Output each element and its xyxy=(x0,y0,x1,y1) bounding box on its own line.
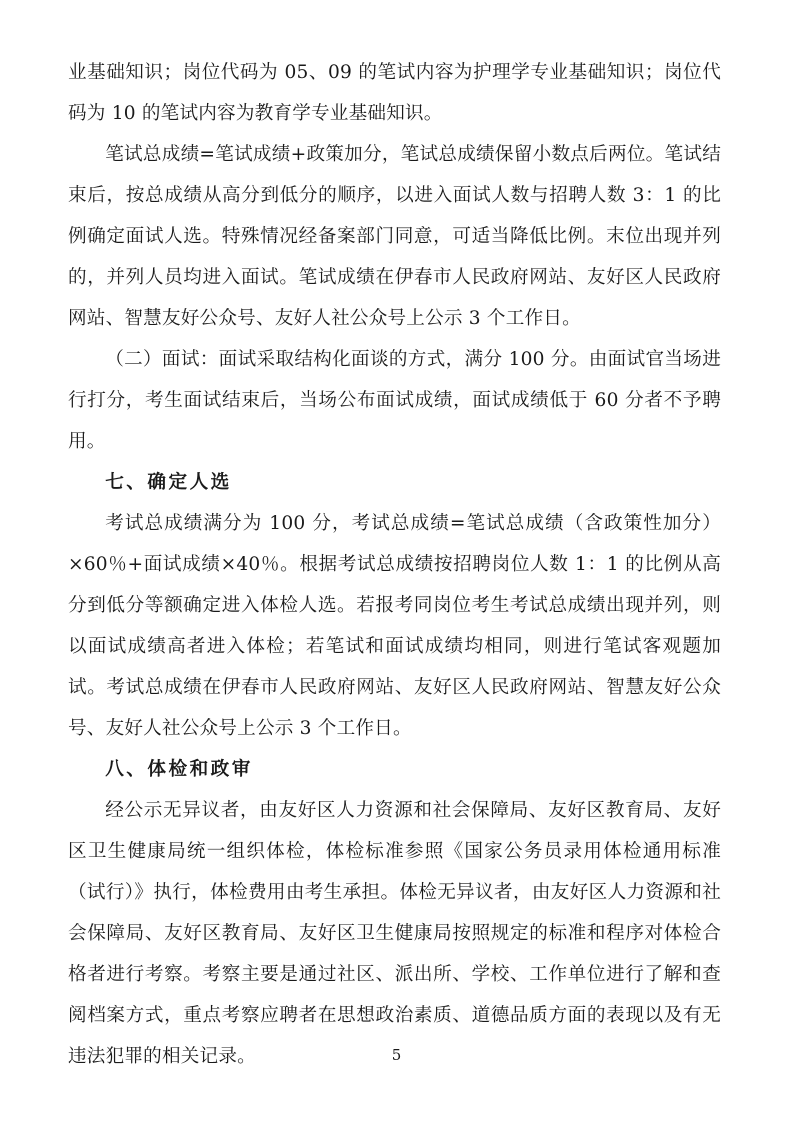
section-heading-eight: 八、体检和政审 xyxy=(105,759,253,780)
paragraph-written-exam-score: 笔试总成绩=笔试成绩+政策加分，笔试总成绩保留小数点后两位。笔试结束后，按总成绩从高分到低分的顺序，以进入面试人数与招聘人数 3：1 的比例确定面试人选。特殊情况经备案部门同意，可适当降低比例。末位出现并列的，并列人员均进入面试。笔试成绩在伊春市人民政府网站、友好区人民政府网站、智慧友好公众号、友好人社公众号上公示 3 个工作日。 xyxy=(68,144,721,329)
document-body xyxy=(68,52,721,1077)
paragraph-physical-exam: 经公示无异议者，由友好区人力资源和社会保障局、友好区教育局、友好区卫生健康局统一组织体检，体检标准参照《国家公务员录用体检通用标准（试行）》执行，体检费用由考生承担。体检无异议者，由友好区人力资源和社会保障局、友好区教育局、友好区卫生健康局按照规定的标准和程序对体检合格者进行考察。考察主要是通过社区、派出所、学校、工作单位进行了解和查阅档案方式，重点考察应聘者在思想政治素质、道德品质方面的表现以及有无违法犯罪的相关记录。 xyxy=(68,800,721,1067)
paragraph-continuation: 业基础知识；岗位代码为 05、09 的笔试内容为护理学专业基础知识；岗位代码为 10 的笔试内容为教育学专业基础知识。 xyxy=(68,62,721,124)
paragraph-interview: （二）面试：面试采取结构化面谈的方式，满分 100 分。由面试官当场进行打分，考生面试结束后，当场公布面试成绩，面试成绩低于 60 分者不予聘用。 xyxy=(68,349,721,452)
paragraph-total-score: 考试总成绩满分为 100 分，考试总成绩=笔试总成绩（含政策性加分）×60％+面试成绩×40％。根据考试总成绩按招聘岗位人数 1：1 的比例从高分到低分等额确定进入体检人选。若报考同岗位考生考试总成绩出现并列，则以面试成绩高者进入体检；若笔试和面试成绩均相同，则进行笔试客观题加试。考试总成绩在伊春市人民政府网站、友好区人民政府网站、智慧友好公众号、友好人社公众号上公示 3 个工作日。 xyxy=(68,513,721,739)
section-heading-seven: 七、确定人选 xyxy=(105,472,232,493)
page-number: 5 xyxy=(391,1046,402,1064)
